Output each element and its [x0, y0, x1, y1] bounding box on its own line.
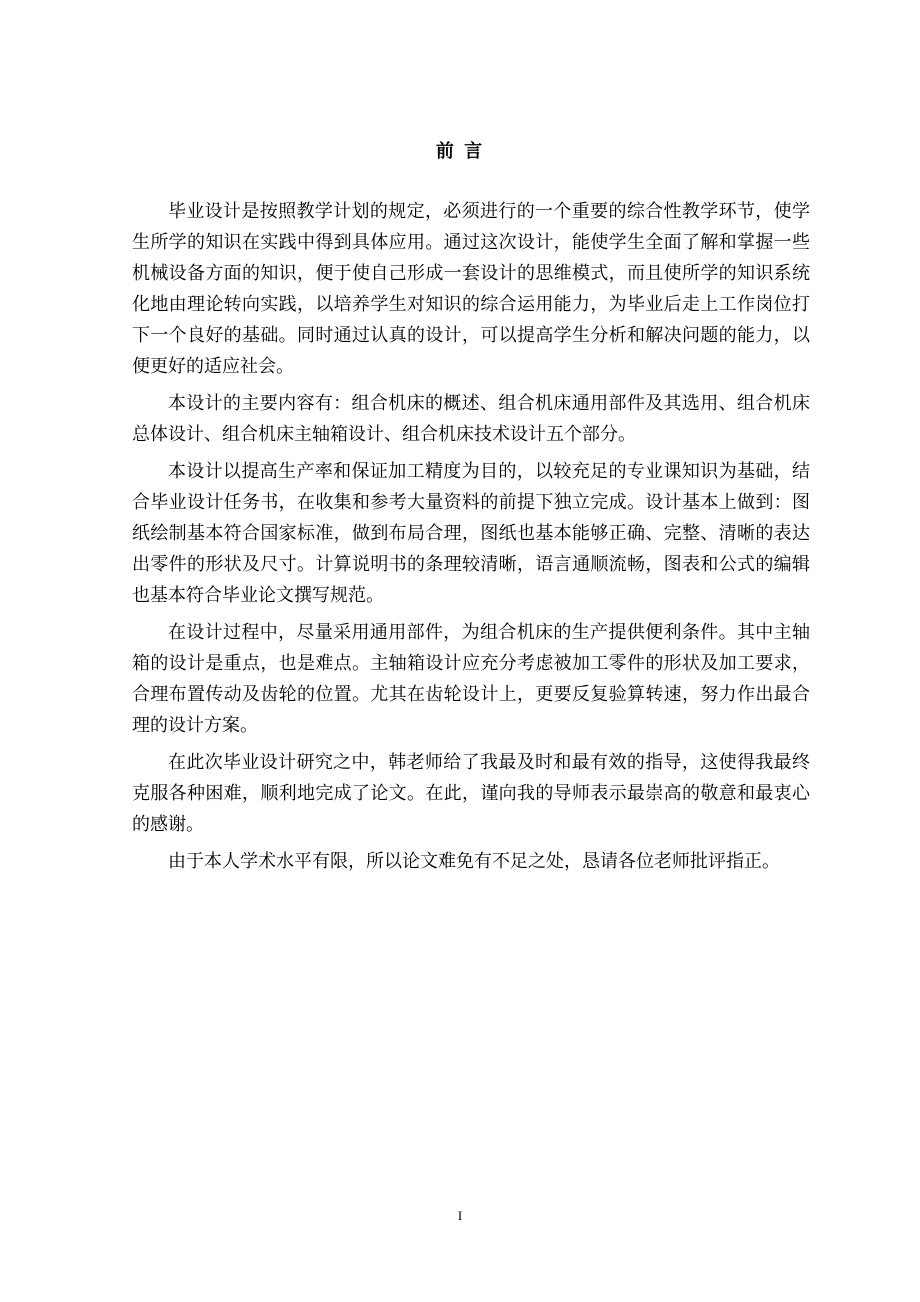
page-number: I: [457, 1208, 463, 1223]
paragraph-contents: 本设计的主要内容有：组合机床的概述、组合机床通用部件及其选用、组合机床总体设计、组合机床主轴箱设计、组合机床技术设计五个部分。: [132, 393, 810, 445]
paragraph-approach: 本设计以提高生产率和保证加工精度为目的，以较充足的专业课知识为基础，结合毕业设计任务书，在收集和参考大量资料的前提下独立完成。设计基本上做到：图纸绘制基本符合国家标准，做到布局合理，图纸也基本能够正确、完整、清晰的表达出零件的形状及尺寸。计算说明书的条理较清晰，语言通顺流畅，图表和公式的编辑也基本符合毕业论文撰写规范。: [132, 461, 810, 606]
paragraph-process: 在设计过程中，尽量采用通用部件，为组合机床的生产提供便利条件。其中主轴箱的设计是重点，也是难点。主轴箱设计应充分考虑被加工零件的形状及加工要求，合理布置传动及齿轮的位置。尤其在齿轮设计上，更要反复验算转速，努力作出最合理的设计方案。: [132, 622, 810, 736]
preface-body: [132, 196, 810, 883]
paragraph-purpose: 毕业设计是按照教学计划的规定，必须进行的一个重要的综合性教学环节，使学生所学的知识在实践中得到具体应用。通过这次设计，能使学生全面了解和掌握一些机械设备方面的知识，便于使自己形成一套设计的思维模式，而且使所学的知识系统化地由理论转向实践，以培养学生对知识的综合运用能力，为毕业后走上工作岗位打下一个良好的基础。同时通过认真的设计，可以提高学生分析和解决问题的能力，以便更好的适应社会。: [132, 201, 810, 377]
page-title: 前 言: [435, 141, 485, 162]
paragraph-disclaimer: 由于本人学术水平有限，所以论文难免有不足之处，恳请各位老师批评指正。: [168, 851, 780, 872]
paragraph-acknowledgement: 在此次毕业设计研究之中，韩老师给了我最及时和最有效的指导，这使得我最终克服各种困难，顺利地完成了论文。在此，谨向我的导师表示最崇高的敬意和最衷心的感谢。: [132, 752, 810, 835]
